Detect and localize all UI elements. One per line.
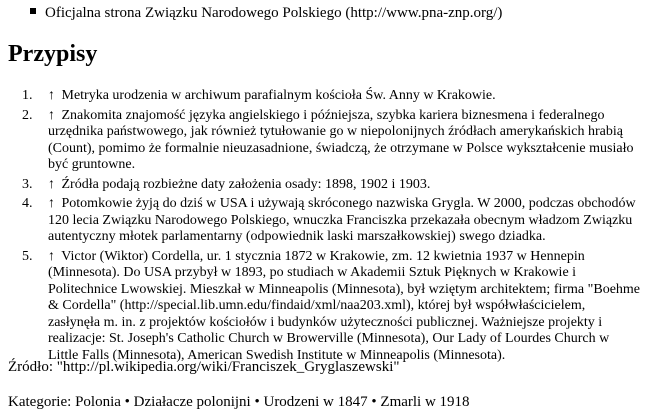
category-separator: • <box>250 394 264 410</box>
footnote-item <box>0 108 640 174</box>
footnote-text: Metryka urodzenia w archiwum parafialnym kościoła Św. Anny w Krakowie. <box>61 88 496 103</box>
footnote-item <box>0 88 640 105</box>
back-arrow-icon[interactable]: ↑ <box>48 88 55 103</box>
back-arrow-icon[interactable]: ↑ <box>48 196 55 211</box>
square-bullet-icon <box>30 8 36 14</box>
source-url[interactable]: "http://pl.wikipedia.org/wiki/Franciszek_Gryglaszewski" <box>56 359 400 375</box>
footnote-item <box>0 196 640 246</box>
category-link-zmarli-1918[interactable]: Zmarli w 1918 <box>380 394 470 410</box>
footnote-number: 4. <box>22 196 33 211</box>
footnote-text: Znakomita znajomość języka angielskiego i późniejsza, szybka kariera biznesmena i federalnego urzędnika państwowego, jak również tytułowanie go w niepolonijnych źródłach amerykańskich hrabią (Count), pomimo że formalnie nieuzasadnione, świadczą, że otrzymane w Polsce wykształcenie musiało być gruntowne. <box>48 107 634 172</box>
footnote-number: 3. <box>22 176 33 192</box>
category-link-urodzeni-1847[interactable]: Urodzeni w 1847 <box>263 394 368 410</box>
footnote-item <box>0 177 640 194</box>
footnote-text: Victor (Wiktor) Cordella, ur. 1 stycznia 1872 w Krakowie, zm. 12 kwietnia 1937 w Hennepin (Minnesota). Do USA przybył w 1893, po studiach w Akademii Sztuk Pięknych w Krakowie i Politechnice Lwowskiej. Mieszkał w Minneapolis (Minnesota), był wziętym architektem; firma "Boehme & Cordella" (http://special.lib.umn.edu/findaid/xml/naa203.xml), której był współwłaścicielem, zasłynęła m. in. z projektów kościołów i budynków użyteczności publicznej. Ważniejsze projekty i realizacje: St. Joseph's Catholic Church w Browerville (Minnesota), Our Lady of Lourdes Church w Little Falls (Minnesota), American Swedish Institute w Minneapolis (Minnesota). <box>48 248 641 363</box>
category-link-polonia[interactable]: Polonia <box>75 394 121 410</box>
back-arrow-icon[interactable]: ↑ <box>48 107 55 123</box>
category-separator: • <box>367 394 381 410</box>
footnotes-heading: Przypisy <box>8 41 98 67</box>
source-label: Źródło: <box>8 359 57 375</box>
footnote-text: Źródła podają rozbieżne daty założenia osady: 1898, 1902 i 1903. <box>61 176 431 192</box>
category-separator: • <box>120 394 134 410</box>
categories-bar <box>8 393 470 411</box>
external-link-pna-znp[interactable]: Oficjalna strona Związku Narodowego Polskiego (http://www.pna-znp.org/) <box>45 5 503 21</box>
back-arrow-icon[interactable]: ↑ <box>48 248 55 264</box>
footnote-number: 5. <box>22 248 33 264</box>
categories-label: Kategorie: <box>8 394 76 410</box>
source-line <box>8 358 400 376</box>
external-links-list <box>30 4 502 22</box>
footnotes-list <box>0 88 640 367</box>
category-link-dzialacze-polonijni[interactable]: Działacze polonijni <box>133 394 251 410</box>
back-arrow-icon[interactable]: ↑ <box>48 176 55 192</box>
footnote-number: 1. <box>22 88 33 103</box>
footnote-item <box>0 249 640 365</box>
footnote-number: 2. <box>22 107 33 123</box>
footnote-text: Potomkowie żyją do dziś w USA i używają skróconego nazwiska Grygla. W 2000, podczas obchodów 120 lecia Związku Narodowego Polskiego, wnuczka Franciszka przekazała obecnym władzom Związku autentyczny młotek parlamentarny (odpowiednik laski marszałkowskiej) swego dziadka. <box>48 196 636 244</box>
